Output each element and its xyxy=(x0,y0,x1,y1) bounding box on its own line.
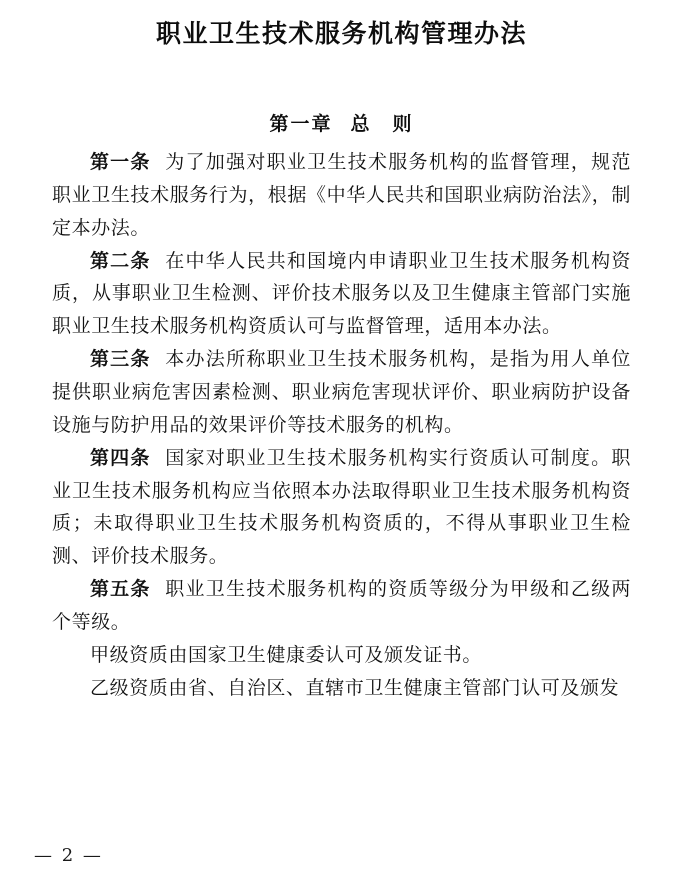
article-label: 第三条 xyxy=(90,348,151,371)
article-paragraph xyxy=(52,573,631,639)
article-label: 第二条 xyxy=(90,249,151,272)
chapter-number: 第一章 xyxy=(269,113,333,135)
chapter-heading xyxy=(52,109,631,136)
article-paragraph xyxy=(52,146,631,245)
article-text: 为了加强对职业卫生技术服务机构的监督管理，规范职业卫生技术服务行为，根据《中华人民共和国职业病防治法》，制定本办法。 xyxy=(52,151,631,239)
article-paragraph xyxy=(52,442,631,573)
article-label: 第五条 xyxy=(90,578,151,601)
body-paragraph: 甲级资质由国家卫生健康委认可及颁发证书。 xyxy=(90,643,483,666)
article-text: 本办法所称职业卫生技术服务机构，是指为用人单位提供职业病危害因素检测、职业病危害现状评价、职业病防护设备设施与防护用品的效果评价等技术服务的机构。 xyxy=(52,348,631,436)
article-label: 第四条 xyxy=(90,446,151,469)
document-page xyxy=(0,16,683,880)
article-text: 在中华人民共和国境内申请职业卫生技术服务机构资质，从事职业卫生检测、评价技术服务以及卫生健康主管部门实施职业卫生技术服务机构资质认可与监督管理，适用本办法。 xyxy=(52,249,631,338)
article-text: 职业卫生技术服务机构的资质等级分为甲级和乙级两个等级。 xyxy=(52,578,631,634)
body-paragraph: 乙级资质由省、自治区、直辖市卫生健康主管部门认可及颁发 xyxy=(90,676,620,699)
page-title: 职业卫生技术服务机构管理办法 xyxy=(155,19,527,48)
article-paragraph xyxy=(52,343,631,442)
article-text: 国家对职业卫生技术服务机构实行资质认可制度。职业卫生技术服务机构应当依照本办法取得职业卫生技术服务机构资质；未取得职业卫生技术服务机构资质的，不得从事职业卫生检测、评价技术服务。 xyxy=(52,446,631,568)
page-number: — 2 — xyxy=(34,845,103,866)
chapter-name: 总 则 xyxy=(350,113,414,135)
article-paragraph xyxy=(52,245,631,344)
article-label: 第一条 xyxy=(90,151,151,173)
